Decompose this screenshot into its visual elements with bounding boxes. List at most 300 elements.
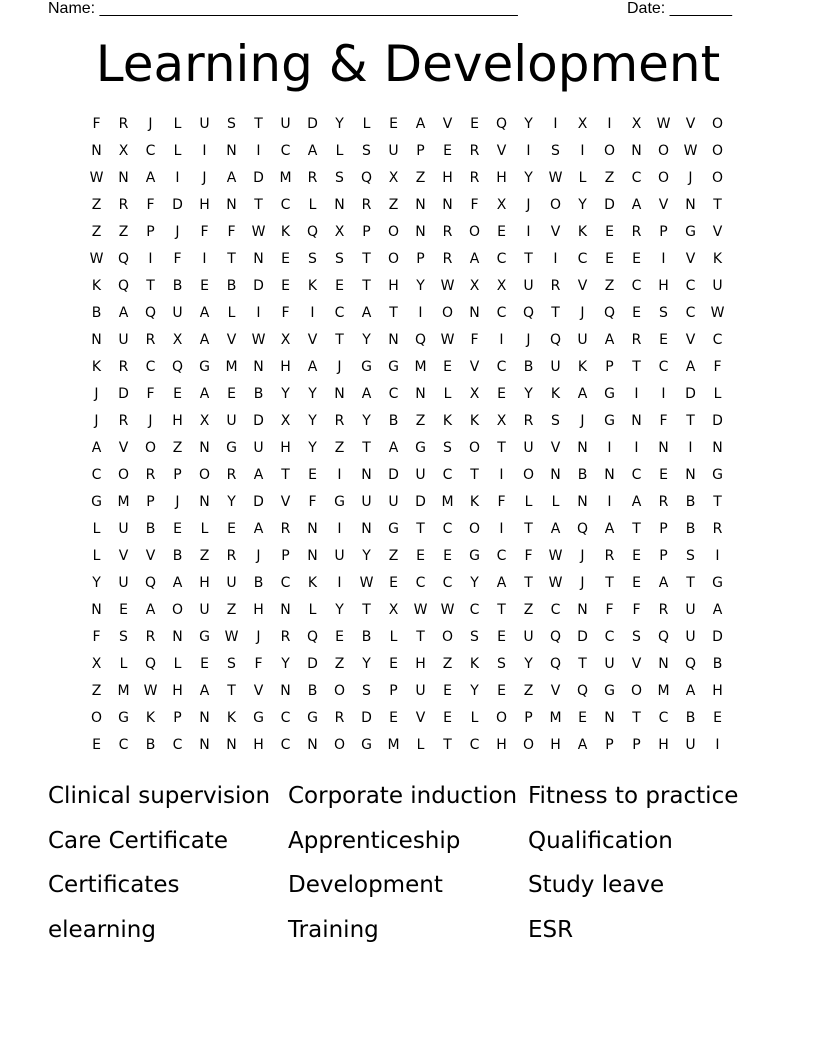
grid-letter[interactable]: Q bbox=[117, 278, 130, 294]
grid-letter[interactable]: J bbox=[175, 224, 180, 240]
grid-letter[interactable]: A bbox=[631, 197, 642, 213]
grid-letter[interactable]: T bbox=[713, 494, 722, 510]
grid-letter[interactable]: L bbox=[173, 656, 182, 672]
grid-letter[interactable]: L bbox=[92, 548, 101, 564]
grid-letter[interactable]: S bbox=[551, 143, 560, 159]
grid-letter[interactable]: S bbox=[335, 251, 344, 267]
grid-letter[interactable]: C bbox=[280, 737, 291, 753]
grid-letter[interactable]: E bbox=[416, 548, 425, 564]
grid-letter[interactable]: R bbox=[469, 170, 480, 186]
grid-letter[interactable]: P bbox=[632, 737, 641, 753]
grid-letter[interactable]: I bbox=[715, 737, 720, 753]
grid-letter[interactable]: O bbox=[522, 737, 535, 753]
grid-letter[interactable]: V bbox=[442, 116, 453, 132]
grid-letter[interactable]: Q bbox=[144, 656, 157, 672]
grid-letter[interactable]: I bbox=[634, 440, 639, 456]
grid-letter[interactable]: T bbox=[416, 521, 425, 537]
grid-letter[interactable]: P bbox=[146, 224, 155, 240]
grid-letter[interactable]: Y bbox=[362, 548, 371, 564]
grid-letter[interactable]: C bbox=[658, 359, 669, 375]
grid-letter[interactable]: A bbox=[199, 683, 210, 699]
grid-letter[interactable]: C bbox=[685, 278, 696, 294]
grid-letter[interactable]: N bbox=[712, 440, 723, 456]
grid-letter[interactable]: O bbox=[468, 521, 481, 537]
grid-letter[interactable]: Q bbox=[414, 332, 427, 348]
grid-letter[interactable]: O bbox=[387, 224, 400, 240]
grid-letter[interactable]: H bbox=[280, 440, 291, 456]
grid-letter[interactable]: L bbox=[200, 521, 209, 537]
grid-letter[interactable]: M bbox=[414, 359, 427, 375]
grid-letter[interactable]: Y bbox=[281, 656, 290, 672]
grid-letter[interactable]: I bbox=[688, 440, 693, 456]
grid-letter[interactable]: T bbox=[686, 575, 695, 591]
grid-letter[interactable]: J bbox=[688, 170, 693, 186]
grid-letter[interactable]: E bbox=[389, 656, 398, 672]
grid-letter[interactable]: I bbox=[256, 305, 261, 321]
grid-letter[interactable]: U bbox=[226, 413, 237, 429]
grid-letter[interactable]: V bbox=[577, 278, 588, 294]
grid-letter[interactable]: J bbox=[580, 305, 585, 321]
grid-letter[interactable]: Q bbox=[576, 683, 589, 699]
grid-letter[interactable]: N bbox=[361, 467, 372, 483]
grid-letter[interactable]: Q bbox=[684, 656, 697, 672]
grid-letter[interactable]: Z bbox=[604, 170, 615, 186]
grid-letter[interactable]: U bbox=[388, 143, 399, 159]
grid-letter[interactable]: C bbox=[685, 305, 696, 321]
grid-letter[interactable]: K bbox=[307, 278, 318, 294]
grid-letter[interactable]: T bbox=[497, 602, 506, 618]
grid-letter[interactable]: K bbox=[469, 494, 480, 510]
grid-letter[interactable]: T bbox=[362, 251, 371, 267]
grid-letter[interactable]: N bbox=[199, 737, 210, 753]
grid-letter[interactable]: K bbox=[469, 413, 480, 429]
grid-letter[interactable]: K bbox=[91, 278, 102, 294]
grid-letter[interactable]: F bbox=[497, 494, 506, 510]
grid-letter[interactable]: C bbox=[442, 521, 453, 537]
grid-letter[interactable]: Z bbox=[118, 224, 129, 240]
grid-letter[interactable]: T bbox=[362, 278, 371, 294]
grid-letter[interactable]: V bbox=[685, 116, 696, 132]
grid-letter[interactable]: O bbox=[468, 440, 481, 456]
grid-letter[interactable]: T bbox=[335, 332, 344, 348]
grid-letter[interactable]: L bbox=[578, 170, 587, 186]
grid-letter[interactable]: V bbox=[550, 224, 561, 240]
grid-letter[interactable]: N bbox=[91, 332, 102, 348]
grid-letter[interactable]: X bbox=[577, 116, 588, 132]
grid-letter[interactable]: N bbox=[253, 359, 264, 375]
grid-letter[interactable]: N bbox=[577, 494, 588, 510]
grid-letter[interactable]: K bbox=[145, 710, 156, 726]
grid-letter[interactable]: L bbox=[389, 629, 398, 645]
grid-letter[interactable]: F bbox=[605, 602, 614, 618]
grid-letter[interactable]: C bbox=[415, 575, 426, 591]
grid-letter[interactable]: Q bbox=[171, 359, 184, 375]
grid-letter[interactable]: S bbox=[632, 629, 641, 645]
grid-letter[interactable]: Z bbox=[415, 170, 426, 186]
grid-letter[interactable]: R bbox=[550, 278, 561, 294]
grid-letter[interactable]: A bbox=[145, 602, 156, 618]
grid-letter[interactable]: R bbox=[118, 359, 129, 375]
grid-letter[interactable]: N bbox=[442, 197, 453, 213]
grid-letter[interactable]: E bbox=[119, 602, 128, 618]
grid-letter[interactable]: W bbox=[251, 224, 266, 240]
grid-letter[interactable]: D bbox=[307, 116, 318, 132]
grid-letter[interactable]: I bbox=[202, 143, 207, 159]
grid-letter[interactable]: O bbox=[711, 143, 724, 159]
grid-letter[interactable]: Q bbox=[549, 332, 562, 348]
grid-letter[interactable]: O bbox=[522, 467, 535, 483]
grid-letter[interactable]: A bbox=[685, 359, 696, 375]
grid-letter[interactable]: R bbox=[631, 332, 642, 348]
grid-letter[interactable]: T bbox=[254, 197, 263, 213]
grid-letter[interactable]: F bbox=[470, 332, 479, 348]
grid-letter[interactable]: F bbox=[146, 386, 155, 402]
grid-letter[interactable]: W bbox=[224, 629, 239, 645]
grid-letter[interactable]: H bbox=[280, 359, 291, 375]
grid-letter[interactable]: O bbox=[441, 629, 454, 645]
grid-letter[interactable]: Z bbox=[334, 656, 345, 672]
grid-letter[interactable]: U bbox=[280, 116, 291, 132]
grid-letter[interactable]: W bbox=[143, 683, 158, 699]
grid-letter[interactable]: H bbox=[172, 413, 183, 429]
grid-letter[interactable]: Q bbox=[306, 224, 319, 240]
grid-letter[interactable]: P bbox=[659, 224, 668, 240]
grid-letter[interactable]: F bbox=[200, 224, 209, 240]
grid-letter[interactable]: P bbox=[281, 548, 290, 564]
grid-letter[interactable]: E bbox=[713, 710, 722, 726]
grid-letter[interactable]: L bbox=[119, 656, 128, 672]
grid-letter[interactable]: V bbox=[550, 440, 561, 456]
grid-letter[interactable]: C bbox=[442, 575, 453, 591]
grid-letter[interactable]: A bbox=[118, 305, 129, 321]
grid-letter[interactable]: A bbox=[496, 575, 507, 591]
grid-letter[interactable]: Y bbox=[308, 413, 317, 429]
grid-letter[interactable]: O bbox=[468, 224, 481, 240]
grid-letter[interactable]: I bbox=[310, 305, 315, 321]
grid-letter[interactable]: S bbox=[497, 656, 506, 672]
grid-letter[interactable]: Y bbox=[335, 116, 344, 132]
grid-letter[interactable]: T bbox=[227, 251, 236, 267]
grid-letter[interactable]: A bbox=[577, 737, 588, 753]
grid-letter[interactable]: L bbox=[443, 386, 452, 402]
grid-letter[interactable]: D bbox=[253, 170, 264, 186]
grid-letter[interactable]: N bbox=[415, 224, 426, 240]
grid-letter[interactable]: U bbox=[388, 494, 399, 510]
grid-letter[interactable]: G bbox=[91, 494, 102, 510]
grid-letter[interactable]: N bbox=[550, 467, 561, 483]
grid-letter[interactable]: N bbox=[91, 602, 102, 618]
grid-letter[interactable]: E bbox=[659, 332, 668, 348]
grid-letter[interactable]: A bbox=[307, 143, 318, 159]
grid-letter[interactable]: G bbox=[388, 359, 399, 375]
grid-letter[interactable]: E bbox=[281, 278, 290, 294]
grid-letter[interactable]: Y bbox=[524, 386, 533, 402]
grid-letter[interactable]: A bbox=[91, 440, 102, 456]
grid-letter[interactable]: I bbox=[499, 332, 504, 348]
grid-letter[interactable]: W bbox=[548, 548, 563, 564]
grid-letter[interactable]: R bbox=[658, 494, 669, 510]
grid-letter[interactable]: B bbox=[145, 737, 156, 753]
grid-letter[interactable]: B bbox=[253, 386, 264, 402]
grid-letter[interactable]: I bbox=[202, 251, 207, 267]
grid-letter[interactable]: Z bbox=[523, 683, 534, 699]
grid-letter[interactable]: Z bbox=[199, 548, 210, 564]
grid-letter[interactable]: R bbox=[145, 629, 156, 645]
grid-letter[interactable]: J bbox=[580, 575, 585, 591]
grid-letter[interactable]: O bbox=[144, 440, 157, 456]
grid-letter[interactable]: Y bbox=[308, 440, 317, 456]
grid-letter[interactable]: G bbox=[712, 467, 723, 483]
grid-letter[interactable]: L bbox=[308, 197, 317, 213]
grid-letter[interactable]: Z bbox=[523, 602, 534, 618]
grid-letter[interactable]: C bbox=[91, 467, 102, 483]
grid-letter[interactable]: N bbox=[199, 494, 210, 510]
grid-letter[interactable]: X bbox=[388, 170, 399, 186]
grid-letter[interactable]: J bbox=[175, 494, 180, 510]
grid-letter[interactable]: E bbox=[389, 575, 398, 591]
grid-letter[interactable]: N bbox=[415, 386, 426, 402]
grid-letter[interactable]: P bbox=[416, 143, 425, 159]
grid-letter[interactable]: R bbox=[280, 629, 291, 645]
grid-letter[interactable]: G bbox=[604, 386, 615, 402]
grid-letter[interactable]: I bbox=[148, 251, 153, 267]
grid-letter[interactable]: V bbox=[118, 548, 129, 564]
grid-letter[interactable]: J bbox=[526, 332, 531, 348]
grid-letter[interactable]: T bbox=[524, 575, 533, 591]
grid-letter[interactable]: L bbox=[416, 737, 425, 753]
grid-letter[interactable]: I bbox=[526, 143, 531, 159]
grid-letter[interactable]: I bbox=[499, 521, 504, 537]
grid-letter[interactable]: C bbox=[280, 575, 291, 591]
grid-letter[interactable]: C bbox=[388, 386, 399, 402]
grid-letter[interactable]: A bbox=[199, 386, 210, 402]
grid-letter[interactable]: A bbox=[550, 521, 561, 537]
grid-letter[interactable]: T bbox=[362, 440, 371, 456]
grid-letter[interactable]: B bbox=[91, 305, 102, 321]
grid-letter[interactable]: S bbox=[686, 548, 695, 564]
grid-letter[interactable]: U bbox=[172, 305, 183, 321]
grid-letter[interactable]: C bbox=[280, 143, 291, 159]
grid-letter[interactable]: N bbox=[658, 440, 669, 456]
grid-letter[interactable]: I bbox=[607, 494, 612, 510]
grid-letter[interactable]: J bbox=[256, 548, 261, 564]
grid-letter[interactable]: C bbox=[280, 197, 291, 213]
grid-letter[interactable]: T bbox=[686, 413, 695, 429]
grid-letter[interactable]: E bbox=[443, 548, 452, 564]
grid-letter[interactable]: C bbox=[658, 710, 669, 726]
grid-letter[interactable]: J bbox=[337, 359, 342, 375]
grid-letter[interactable]: U bbox=[226, 575, 237, 591]
grid-letter[interactable]: B bbox=[388, 413, 399, 429]
grid-letter[interactable]: D bbox=[172, 197, 183, 213]
grid-letter[interactable]: K bbox=[226, 710, 237, 726]
grid-letter[interactable]: Q bbox=[306, 629, 319, 645]
grid-letter[interactable]: S bbox=[470, 629, 479, 645]
grid-letter[interactable]: K bbox=[712, 251, 723, 267]
grid-letter[interactable]: E bbox=[497, 224, 506, 240]
grid-letter[interactable]: T bbox=[713, 197, 722, 213]
grid-letter[interactable]: O bbox=[171, 602, 184, 618]
grid-letter[interactable]: Y bbox=[92, 575, 101, 591]
grid-letter[interactable]: W bbox=[440, 602, 455, 618]
grid-letter[interactable]: N bbox=[172, 629, 183, 645]
grid-letter[interactable]: W bbox=[440, 332, 455, 348]
grid-letter[interactable]: X bbox=[334, 224, 345, 240]
grid-letter[interactable]: C bbox=[631, 278, 642, 294]
grid-letter[interactable]: J bbox=[94, 413, 99, 429]
grid-letter[interactable]: Y bbox=[524, 656, 533, 672]
grid-letter[interactable]: U bbox=[577, 332, 588, 348]
grid-letter[interactable]: X bbox=[496, 278, 507, 294]
grid-letter[interactable]: G bbox=[199, 629, 210, 645]
grid-letter[interactable]: L bbox=[335, 143, 344, 159]
grid-letter[interactable]: L bbox=[713, 386, 722, 402]
grid-letter[interactable]: G bbox=[712, 575, 723, 591]
grid-letter[interactable]: F bbox=[713, 359, 722, 375]
grid-letter[interactable]: I bbox=[526, 224, 531, 240]
grid-letter[interactable]: C bbox=[496, 548, 507, 564]
grid-letter[interactable]: S bbox=[362, 683, 371, 699]
grid-letter[interactable]: I bbox=[256, 143, 261, 159]
grid-letter[interactable]: R bbox=[145, 332, 156, 348]
grid-letter[interactable]: D bbox=[253, 494, 264, 510]
grid-letter[interactable]: E bbox=[632, 575, 641, 591]
grid-letter[interactable]: B bbox=[226, 278, 237, 294]
grid-letter[interactable]: S bbox=[659, 305, 668, 321]
grid-letter[interactable]: S bbox=[119, 629, 128, 645]
grid-letter[interactable]: R bbox=[604, 548, 615, 564]
grid-letter[interactable]: D bbox=[118, 386, 129, 402]
grid-letter[interactable]: X bbox=[280, 413, 291, 429]
grid-letter[interactable]: F bbox=[173, 251, 182, 267]
grid-letter[interactable]: N bbox=[307, 548, 318, 564]
grid-letter[interactable]: N bbox=[280, 683, 291, 699]
grid-letter[interactable]: Q bbox=[576, 521, 589, 537]
grid-letter[interactable]: G bbox=[253, 710, 264, 726]
grid-letter[interactable]: J bbox=[94, 386, 99, 402]
grid-letter[interactable]: Y bbox=[335, 602, 344, 618]
grid-letter[interactable]: Q bbox=[360, 170, 373, 186]
grid-letter[interactable]: B bbox=[685, 521, 696, 537]
grid-letter[interactable]: I bbox=[337, 575, 342, 591]
grid-letter[interactable]: P bbox=[416, 251, 425, 267]
grid-letter[interactable]: A bbox=[415, 116, 426, 132]
grid-letter[interactable]: I bbox=[607, 116, 612, 132]
grid-letter[interactable]: U bbox=[118, 521, 129, 537]
grid-letter[interactable]: G bbox=[361, 737, 372, 753]
grid-letter[interactable]: N bbox=[685, 197, 696, 213]
grid-letter[interactable]: Z bbox=[91, 683, 102, 699]
grid-letter[interactable]: A bbox=[172, 575, 183, 591]
grid-letter[interactable]: S bbox=[362, 143, 371, 159]
grid-letter[interactable]: K bbox=[91, 359, 102, 375]
grid-letter[interactable]: O bbox=[549, 197, 562, 213]
grid-letter[interactable]: T bbox=[443, 737, 452, 753]
grid-letter[interactable]: E bbox=[200, 278, 209, 294]
grid-letter[interactable]: A bbox=[712, 602, 723, 618]
grid-letter[interactable]: V bbox=[469, 359, 480, 375]
grid-letter[interactable]: G bbox=[604, 413, 615, 429]
grid-letter[interactable]: V bbox=[415, 710, 426, 726]
grid-letter[interactable]: N bbox=[307, 737, 318, 753]
grid-letter[interactable]: I bbox=[175, 170, 180, 186]
grid-letter[interactable]: R bbox=[712, 521, 723, 537]
grid-letter[interactable]: F bbox=[632, 602, 641, 618]
grid-letter[interactable]: N bbox=[577, 602, 588, 618]
grid-letter[interactable]: O bbox=[711, 170, 724, 186]
grid-letter[interactable]: F bbox=[659, 413, 668, 429]
grid-letter[interactable]: E bbox=[632, 305, 641, 321]
grid-letter[interactable]: V bbox=[307, 332, 318, 348]
grid-letter[interactable]: A bbox=[388, 440, 399, 456]
grid-letter[interactable]: T bbox=[497, 440, 506, 456]
grid-letter[interactable]: W bbox=[548, 575, 563, 591]
grid-letter[interactable]: R bbox=[658, 602, 669, 618]
grid-letter[interactable]: U bbox=[334, 548, 345, 564]
grid-letter[interactable]: Q bbox=[549, 629, 562, 645]
grid-letter[interactable]: C bbox=[145, 143, 156, 159]
grid-letter[interactable]: E bbox=[443, 359, 452, 375]
grid-letter[interactable]: E bbox=[470, 116, 479, 132]
grid-letter[interactable]: B bbox=[685, 494, 696, 510]
grid-letter[interactable]: Z bbox=[172, 440, 183, 456]
grid-letter[interactable]: N bbox=[199, 440, 210, 456]
grid-letter[interactable]: Z bbox=[91, 224, 102, 240]
grid-letter[interactable]: H bbox=[658, 737, 669, 753]
grid-letter[interactable]: X bbox=[199, 413, 210, 429]
grid-letter[interactable]: R bbox=[226, 467, 237, 483]
grid-letter[interactable]: V bbox=[685, 251, 696, 267]
grid-letter[interactable]: Q bbox=[495, 116, 508, 132]
grid-letter[interactable]: P bbox=[524, 710, 533, 726]
grid-letter[interactable]: V bbox=[712, 224, 723, 240]
grid-letter[interactable]: R bbox=[469, 143, 480, 159]
grid-letter[interactable]: A bbox=[253, 521, 264, 537]
grid-letter[interactable]: C bbox=[550, 602, 561, 618]
grid-letter[interactable]: N bbox=[280, 602, 291, 618]
grid-letter[interactable]: H bbox=[199, 575, 210, 591]
grid-letter[interactable]: J bbox=[148, 116, 153, 132]
grid-letter[interactable]: R bbox=[118, 116, 129, 132]
grid-letter[interactable]: B bbox=[145, 521, 156, 537]
grid-letter[interactable]: N bbox=[631, 413, 642, 429]
grid-letter[interactable]: A bbox=[199, 332, 210, 348]
grid-letter[interactable]: W bbox=[440, 278, 455, 294]
grid-letter[interactable]: Y bbox=[308, 386, 317, 402]
grid-letter[interactable]: O bbox=[441, 305, 454, 321]
grid-letter[interactable]: E bbox=[497, 386, 506, 402]
grid-letter[interactable]: O bbox=[603, 143, 616, 159]
grid-letter[interactable]: C bbox=[469, 737, 480, 753]
grid-letter[interactable]: G bbox=[685, 224, 696, 240]
grid-letter[interactable]: B bbox=[172, 278, 183, 294]
grid-letter[interactable]: K bbox=[442, 413, 453, 429]
grid-letter[interactable]: P bbox=[146, 494, 155, 510]
grid-letter[interactable]: G bbox=[199, 359, 210, 375]
grid-letter[interactable]: E bbox=[200, 656, 209, 672]
grid-letter[interactable]: O bbox=[117, 467, 130, 483]
grid-letter[interactable]: R bbox=[118, 413, 129, 429]
grid-letter[interactable]: U bbox=[118, 575, 129, 591]
grid-letter[interactable]: O bbox=[630, 683, 643, 699]
grid-letter[interactable]: U bbox=[199, 602, 210, 618]
grid-letter[interactable]: R bbox=[631, 224, 642, 240]
grid-letter[interactable]: R bbox=[442, 251, 453, 267]
grid-letter[interactable]: S bbox=[308, 251, 317, 267]
grid-letter[interactable]: N bbox=[685, 467, 696, 483]
grid-letter[interactable]: G bbox=[334, 494, 345, 510]
grid-letter[interactable]: Z bbox=[415, 413, 426, 429]
